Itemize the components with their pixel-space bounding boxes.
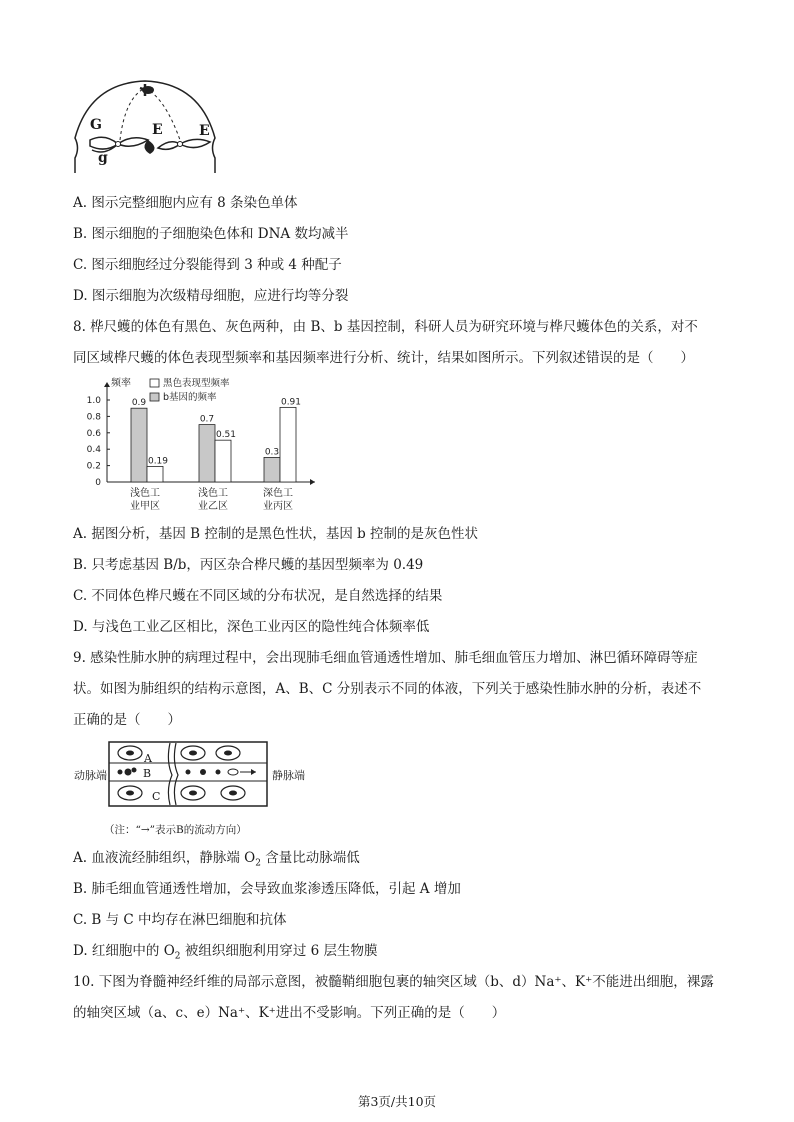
data-label: 0.3: [264, 447, 280, 458]
label-A: A: [144, 752, 152, 765]
lung-tissue-figure: [108, 741, 268, 807]
q8-stem-line2: 同区域桦尺蠖的体色表现型频率和基因频率进行分析、统计，结果如图所示。下列叙述错误的是（ ）: [73, 350, 694, 366]
label-C: C: [152, 790, 161, 803]
q10-stem-line2: 的轴突区域（a、c、e）Na⁺、K⁺进出不受影响。下列正确的是（ ）: [73, 1005, 506, 1021]
data-label: 0.7: [199, 414, 215, 425]
x-tick-label: 浅色工: [198, 488, 228, 499]
q8-option-d: D. 与浅色工业乙区相比，深色工业丙区的隐性纯合体频率低: [73, 619, 430, 635]
bar: [131, 408, 147, 482]
y-tick-label: 1.0: [86, 396, 101, 406]
y-tick-label: 0.4: [86, 445, 101, 456]
y-tick-label: 0.2: [86, 461, 101, 472]
q9-stem-line3: 正确的是（ ）: [73, 712, 181, 728]
label-B: B: [143, 767, 152, 780]
data-label: 0.91: [280, 397, 302, 408]
artery-end-label: 动脉端: [74, 769, 107, 782]
x-tick-label: 深色工: [263, 488, 293, 499]
figure-note: （注：“→”表示B的流动方向）: [104, 824, 247, 836]
y-axis-label: 频率: [111, 378, 131, 389]
q8-stem-line1: 8. 桦尺蠖的体色有黑色、灰色两种，由 B、b 基因控制，科研人员为研究环境与桦尺蠖体色的关系，对不: [73, 319, 698, 335]
q7-option-a: A. 图示完整细胞内应有 8 条染色单体: [73, 195, 298, 211]
q10-stem-line1: 10. 下图为脊髓神经纤维的局部示意图，被髓鞘细胞包裹的轴突区域（b、d）Na⁺、K⁺不能进出细胞，裸露: [73, 974, 714, 990]
q7-option-c: C. 图示细胞经过分裂能得到 3 种或 4 种配子: [73, 257, 342, 273]
bar: [280, 407, 296, 482]
label-G: G: [90, 117, 102, 133]
q9-stem-line2: 状。如图为肺组织的结构示意图，A、B、C 分别表示不同的体液，下列关于感染性肺水肿的分析，表述不: [73, 681, 702, 697]
legend-swatch: [150, 379, 159, 387]
q9-stem-line1: 9. 感染性肺水肿的病理过程中，会出现肺毛细血管通透性增加、肺毛细血管压力增加、淋巴循环障碍等症: [73, 650, 698, 666]
data-label: 0.51: [215, 430, 237, 441]
bar: [264, 457, 280, 482]
data-label: 0.19: [147, 456, 169, 467]
page-footer: 第3页/共10页: [357, 1094, 437, 1109]
legend-label: b基因的频率: [163, 392, 217, 403]
frequency-bar-chart: [75, 376, 325, 516]
q8-option-c: C. 不同体色桦尺蠖在不同区域的分布状况，是自然选择的结果: [73, 588, 443, 604]
y-tick-label: 0.6: [86, 428, 101, 439]
y-axis-arrow: [104, 382, 110, 387]
label-E-1: E: [152, 122, 163, 138]
q9-option-b: B. 肺毛细血管通透性增加，会导致血浆渗透压降低，引起 A 增加: [73, 881, 461, 897]
y-tick-label: 0.8: [86, 412, 101, 423]
q7-option-d: D. 图示细胞为次级精母细胞，应进行均等分裂: [73, 288, 349, 304]
data-label: 0.9: [131, 398, 147, 409]
bar: [199, 425, 215, 482]
label-g: g: [98, 150, 108, 166]
q9-option-c: C. B 与 C 中均存在淋巴细胞和抗体: [73, 912, 287, 928]
q7-option-b: B. 图示细胞的子细胞染色体和 DNA 数均减半: [73, 226, 349, 242]
vein-end-label: 静脉端: [272, 769, 305, 782]
q8-option-a: A. 据图分析，基因 B 控制的是黑色性状，基因 b 控制的是灰色性状: [73, 526, 479, 542]
legend-label: 黑色表现型频率: [163, 378, 230, 389]
x-tick-label: 业乙区: [198, 501, 228, 512]
x-axis-arrow: [310, 479, 315, 485]
q9-option-a: A. 血液流经肺组织，静脉端 $O_2$ 含量比动脉端低: [73, 850, 360, 869]
y-tick-label: 0: [95, 478, 101, 488]
x-tick-label: 浅色工: [130, 488, 160, 499]
legend-swatch: [150, 393, 159, 401]
bar: [215, 440, 231, 482]
bar: [147, 466, 163, 482]
q9-option-d: D. 红细胞中的 $O_2$ 被组织细胞利用穿过 6 层生物膜: [73, 943, 378, 962]
q8-option-b: B. 只考虑基因 B/b，丙区杂合桦尺蠖的基因型频率为 0.49: [73, 557, 424, 573]
label-E-2: E: [199, 123, 210, 139]
x-tick-label: 业甲区: [130, 501, 160, 512]
x-tick-label: 业丙区: [263, 501, 293, 512]
